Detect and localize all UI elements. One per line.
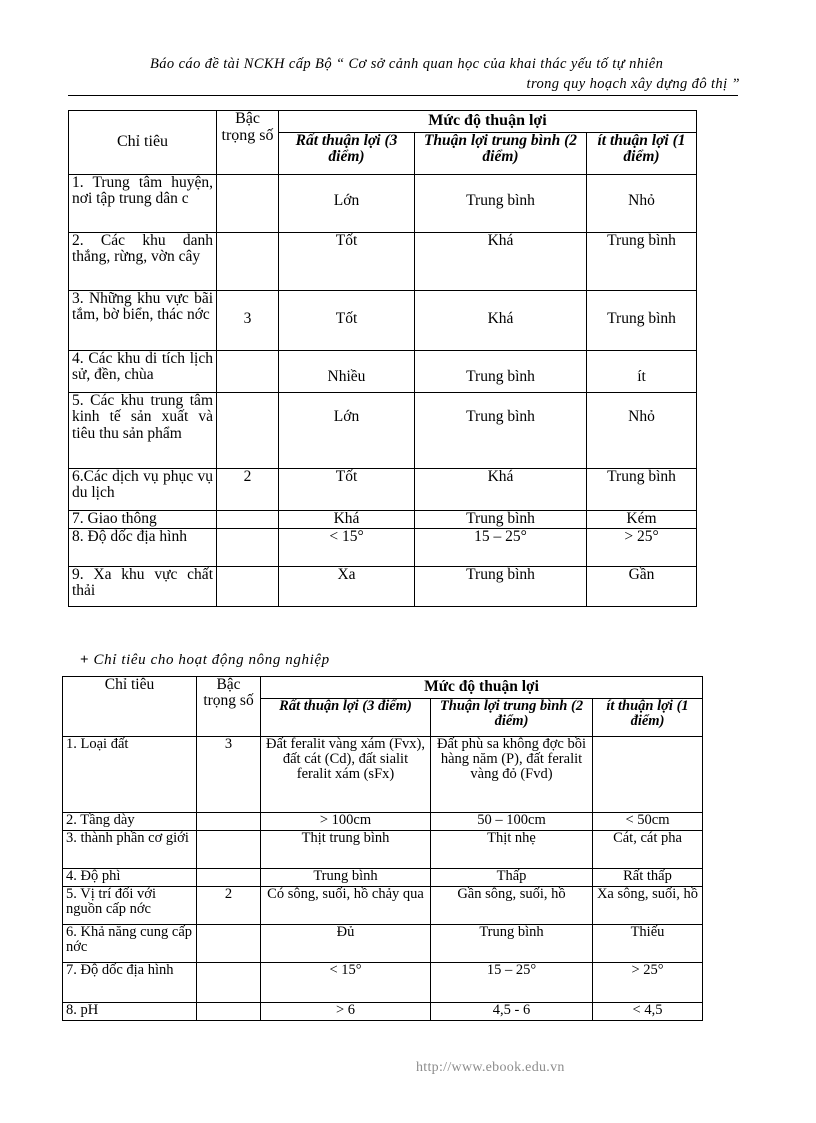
agriculture-criteria-table — [62, 676, 703, 1021]
row-level-3: < 15° — [279, 529, 415, 567]
header-level-3: Rất thuận lợi (3 điểm) — [261, 699, 431, 737]
row-level-3: Tốt — [279, 233, 415, 291]
row-level-2: Thịt nhẹ — [431, 831, 593, 869]
row-level-3: > 100cm — [261, 813, 431, 831]
row-weight — [217, 529, 279, 567]
tourism-criteria-table — [68, 110, 697, 607]
section-title — [80, 652, 330, 669]
table-row — [63, 963, 703, 1003]
row-level-2: Thấp — [431, 869, 593, 887]
table-row — [69, 291, 697, 351]
row-level-2: 4,5 - 6 — [431, 1003, 593, 1021]
row-level-2: Trung bình — [415, 511, 587, 529]
row-weight — [217, 351, 279, 393]
header-weight: Bậc trọng số — [197, 677, 261, 737]
row-level-3: Xa — [279, 567, 415, 607]
row-criteria: 8. Độ dốc địa hình — [69, 529, 217, 567]
row-weight: 3 — [197, 737, 261, 813]
table-row — [69, 469, 697, 511]
row-weight — [217, 511, 279, 529]
table-row — [69, 511, 697, 529]
table-row — [69, 175, 697, 233]
row-level-3: Có sông, suối, hồ chảy qua — [261, 887, 431, 925]
row-weight — [197, 813, 261, 831]
row-level-3: Trung bình — [261, 869, 431, 887]
row-level-2: Gần sông, suối, hồ — [431, 887, 593, 925]
row-level-1 — [593, 737, 703, 813]
row-level-1: < 50cm — [593, 813, 703, 831]
header-rule — [68, 95, 738, 96]
section-title-text: Chỉ tiêu cho hoạt động nông nghiệp — [93, 652, 330, 668]
table-row — [63, 813, 703, 831]
row-level-1: < 4,5 — [593, 1003, 703, 1021]
row-level-3: Nhiều — [279, 351, 415, 393]
row-criteria: 6. Khả năng cung cấp nớc — [63, 925, 197, 963]
table-row — [69, 233, 697, 291]
row-level-2: 15 – 25° — [431, 963, 593, 1003]
table-row — [63, 831, 703, 869]
header-level-2: Thuận lợi trung bình (2 điểm) — [431, 699, 593, 737]
row-level-3: Thịt trung bình — [261, 831, 431, 869]
table-header-row — [63, 677, 703, 699]
table-row — [69, 529, 697, 567]
row-criteria: 2. Tầng dày — [63, 813, 197, 831]
header-weight: Bậc trọng số — [217, 111, 279, 175]
row-level-1: Gần — [587, 567, 697, 607]
row-level-1: > 25° — [587, 529, 697, 567]
row-level-3: Tốt — [279, 291, 415, 351]
row-level-2: Trung bình — [431, 925, 593, 963]
table-row — [63, 1003, 703, 1021]
table-row — [69, 393, 697, 469]
row-criteria: 2. Các khu danh thắng, rừng, vờn cây — [69, 233, 217, 291]
row-weight — [197, 831, 261, 869]
row-level-1: Thiếu — [593, 925, 703, 963]
header-level: Mức độ thuận lợi — [261, 677, 703, 699]
row-weight — [217, 175, 279, 233]
row-criteria: 9. Xa khu vực chất thải — [69, 567, 217, 607]
row-weight: 2 — [197, 887, 261, 925]
row-weight: 2 — [217, 469, 279, 511]
row-level-2: Trung bình — [415, 175, 587, 233]
row-criteria: 6.Các dịch vụ phục vụ du lịch — [69, 469, 217, 511]
header-level-3: Rất thuận lợi (3 điểm) — [279, 133, 415, 175]
header-criteria: Chỉ tiêu — [69, 111, 217, 175]
row-level-1: Nhỏ — [587, 175, 697, 233]
row-weight — [197, 925, 261, 963]
header-level-1: ít thuận lợi (1 điểm) — [587, 133, 697, 175]
bullet-plus: + — [80, 652, 90, 668]
row-criteria: 5. Các khu trung tâm kinh tế sản xuất và tiêu thu sản phẩm — [69, 393, 217, 469]
row-level-3: Đủ — [261, 925, 431, 963]
row-weight — [217, 393, 279, 469]
row-level-1: Trung bình — [587, 233, 697, 291]
row-level-2: 15 – 25° — [415, 529, 587, 567]
header-line-1: Báo cáo đề tài NCKH cấp Bộ “ Cơ sở cảnh quan học của khai thác yếu tố tự nhiên — [150, 56, 664, 72]
row-level-2: Đất phù sa không đợc bồi hàng năm (P), đất feralit vàng đỏ (Fvd) — [431, 737, 593, 813]
row-level-1: Kém — [587, 511, 697, 529]
row-level-2: Trung bình — [415, 567, 587, 607]
table-header-row — [69, 111, 697, 133]
row-level-1: > 25° — [593, 963, 703, 1003]
header-level-2: Thuận lợi trung bình (2 điểm) — [415, 133, 587, 175]
table-row — [63, 887, 703, 925]
header-level: Mức độ thuận lợi — [279, 111, 697, 133]
row-level-1: Nhỏ — [587, 393, 697, 469]
row-criteria: 3. Những khu vực bãi tắm, bờ biển, thác nớc — [69, 291, 217, 351]
row-level-1: Cát, cát pha — [593, 831, 703, 869]
row-criteria: 4. Độ phì — [63, 869, 197, 887]
row-criteria: 1. Trung tâm huyện, nơi tập trung dân c — [69, 175, 217, 233]
table-row — [63, 925, 703, 963]
header-level-1: ít thuận lợi (1 điểm) — [593, 699, 703, 737]
row-level-3: Lớn — [279, 393, 415, 469]
row-level-3: Lớn — [279, 175, 415, 233]
footer-url: http://www.ebook.edu.vn — [416, 1060, 565, 1075]
row-level-1: Trung bình — [587, 291, 697, 351]
row-criteria: 4. Các khu di tích lịch sử, đền, chùa — [69, 351, 217, 393]
row-level-3: < 15° — [261, 963, 431, 1003]
header-criteria: Chỉ tiêu — [63, 677, 197, 737]
row-level-2: Khá — [415, 291, 587, 351]
header-line-2: trong quy hoạch xây dựng đô thị ” — [526, 76, 740, 92]
row-criteria: 7. Độ dốc địa hình — [63, 963, 197, 1003]
table-row — [69, 351, 697, 393]
row-level-1: Xa sông, suối, hồ — [593, 887, 703, 925]
row-level-3: Khá — [279, 511, 415, 529]
row-level-2: Khá — [415, 233, 587, 291]
row-criteria: 5. Vị trí đối với nguồn cấp nớc — [63, 887, 197, 925]
row-criteria: 1. Loại đất — [63, 737, 197, 813]
row-level-3: Đất feralit vàng xám (Fvx), đất cát (Cd), đất sialit feralit xám (sFx) — [261, 737, 431, 813]
table-row — [69, 567, 697, 607]
row-criteria: 3. thành phần cơ giới — [63, 831, 197, 869]
row-weight — [197, 869, 261, 887]
row-level-3: Tốt — [279, 469, 415, 511]
row-weight: 3 — [217, 291, 279, 351]
row-criteria: 8. pH — [63, 1003, 197, 1021]
row-level-2: 50 – 100cm — [431, 813, 593, 831]
row-level-3: > 6 — [261, 1003, 431, 1021]
row-weight — [197, 1003, 261, 1021]
row-weight — [197, 963, 261, 1003]
row-level-1: Trung bình — [587, 469, 697, 511]
row-weight — [217, 567, 279, 607]
row-level-1: ít — [587, 351, 697, 393]
row-weight — [217, 233, 279, 291]
row-level-2: Trung bình — [415, 393, 587, 469]
row-criteria: 7. Giao thông — [69, 511, 217, 529]
row-level-2: Khá — [415, 469, 587, 511]
table-row — [63, 869, 703, 887]
row-level-1: Rất thấp — [593, 869, 703, 887]
row-level-2: Trung bình — [415, 351, 587, 393]
table-row — [63, 737, 703, 813]
